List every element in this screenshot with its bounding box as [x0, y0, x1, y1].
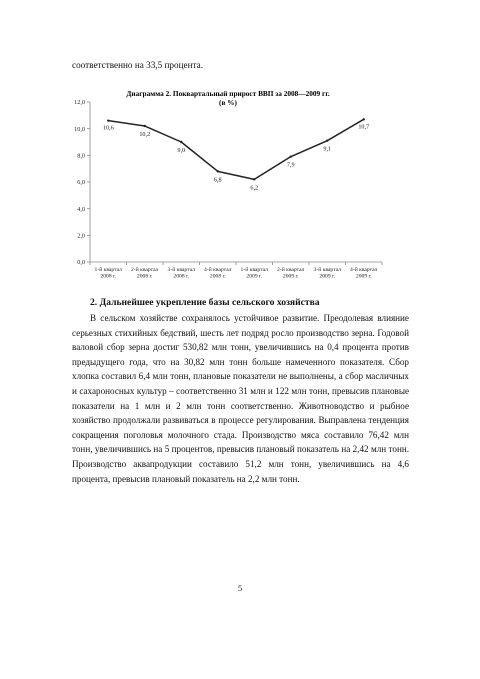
- chart-subtitle: (в %): [219, 98, 237, 107]
- y-tick-label: 8,0: [77, 152, 85, 160]
- data-label: 10,7: [358, 123, 370, 131]
- y-tick-label: 12,0: [74, 99, 85, 107]
- chart-title: Диаграмма 2. Поквартальный прирост ВВП за 2008—2009 гг.: [126, 89, 330, 98]
- data-point: [326, 139, 328, 141]
- data-label: 6,8: [213, 176, 222, 184]
- x-category-label: 2-й квартал 2008 г.: [131, 267, 159, 280]
- x-category-label: 1-й квартал 2008 г.: [94, 267, 122, 280]
- data-label: 7,9: [286, 161, 295, 169]
- data-point: [144, 125, 146, 127]
- body-paragraph: В сельском хозяйстве сохранялось устойчивое развитие. Преодолевая влияние серьезных стихийных бедствий, шесть лет подряд росло производство зерна. Годовой валовой сбор зерна достиг 530,82 млн тонн, увеличившись на 0,4 процента против предыдущего года, что на 30,82 млн тонн больше намеченного показателя. Сбор хлопка составил 6,4 млн тонн, плановые показатели не выполнены, а сбор масличных и сахароносных культур – соответственно 31 млн и 122 млн тонн, превысив плановые показатели на 1 млн и 2 млн тонн соответственно. Животноводство и рыбное хозяйство продолжали развиваться в процессе регулирования. Выправлена тенденция сокращения поголовья молочного стада. Производство мяса составило 76,42 млн тонн, увеличившись на 5 процентов, превысив плановый показатель на 2,42 млн тонн. Производство аквапродукции составило 51,2 млн тонн, увеличившись на 4,6 процента, превысив плановый показатель на 2,2 млн тонн.: [72, 313, 409, 484]
- data-label: 10,2: [139, 131, 151, 138]
- data-label: 10,6: [102, 124, 114, 132]
- data-label: 9,1: [323, 145, 332, 153]
- data-point: [290, 155, 292, 157]
- data-point: [363, 118, 365, 120]
- data-point: [180, 141, 182, 143]
- y-tick-label: 2,0: [77, 232, 85, 240]
- x-category-label: 3-й квартал 2009 г.: [313, 267, 341, 280]
- x-category-label: 2-й квартал 2009 г.: [277, 267, 305, 280]
- gdp-growth-chart: [60, 86, 400, 286]
- section-title: 2. Дальнейшее укрепление базы сельского хозяйства: [90, 297, 320, 308]
- x-category-label: 3-й квартал 2008 г.: [167, 267, 195, 280]
- x-category-label: 4-й квартал 2009 г.: [350, 267, 378, 280]
- data-point: [217, 170, 219, 172]
- data-point: [253, 178, 255, 180]
- data-label: 6,2: [250, 184, 259, 192]
- y-tick-label: 4,0: [77, 205, 85, 213]
- page-number: 5: [237, 583, 243, 593]
- y-tick-label: 6,0: [77, 179, 85, 187]
- data-label: 9,0: [177, 147, 186, 154]
- y-tick-label: 10,0: [74, 125, 85, 133]
- x-category-label: 4-й квартал 2008 г.: [204, 267, 232, 280]
- x-category-label: 1-й квартал 2009 г.: [240, 267, 268, 280]
- data-point: [107, 119, 109, 121]
- y-tick-label: 0,0: [77, 259, 85, 267]
- top-text-line: соответственно на 33,5 процента.: [72, 60, 204, 70]
